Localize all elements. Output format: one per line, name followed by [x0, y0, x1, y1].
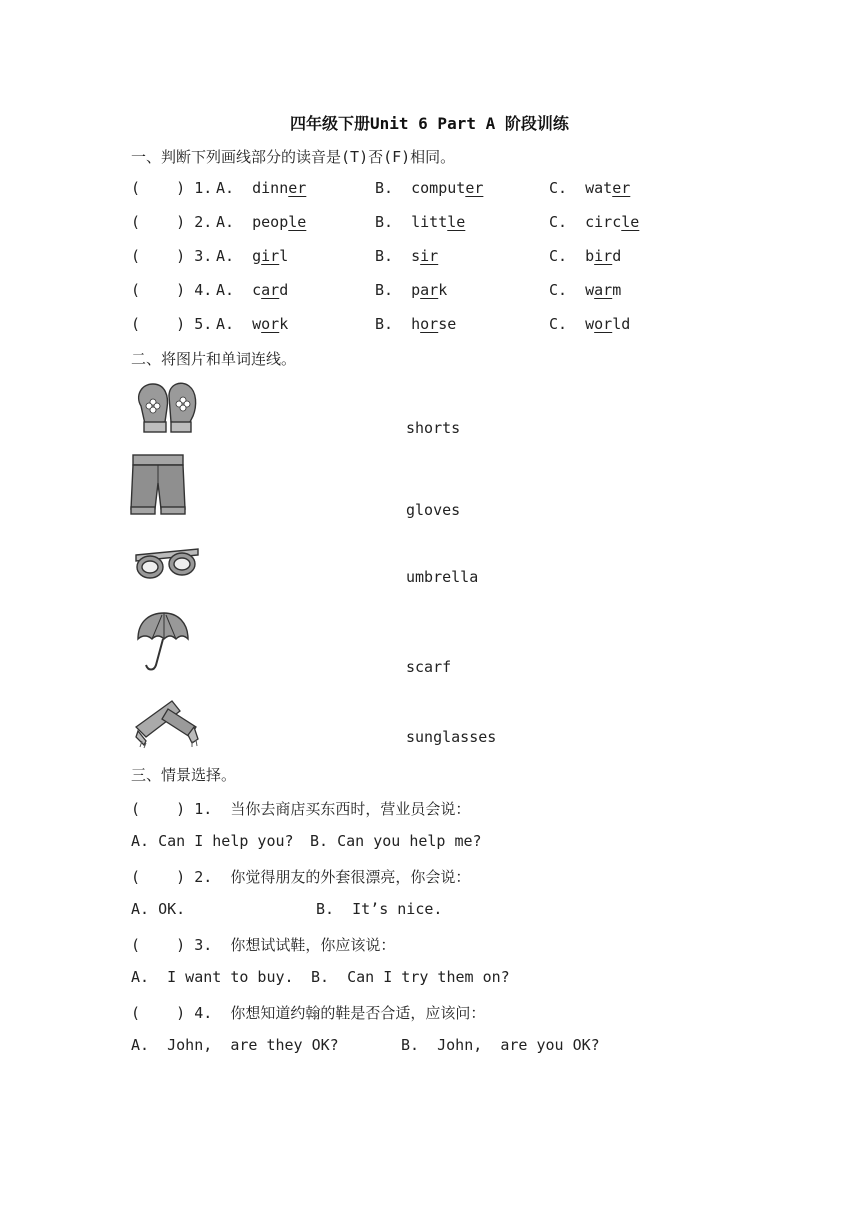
option-label: C.: [549, 179, 568, 197]
word-part: litt: [411, 213, 448, 231]
underlined-part: or: [261, 315, 280, 333]
option-label: B.: [375, 281, 394, 299]
option-a: [216, 247, 288, 265]
option-a: [216, 213, 306, 231]
option-label: B.: [375, 179, 394, 197]
option-b: [375, 213, 465, 231]
option-label: C.: [549, 315, 568, 333]
word-part: s: [411, 247, 421, 265]
option-label: B.: [375, 315, 394, 333]
section3-q4-option-b: B. John, are you OK?: [401, 1036, 600, 1054]
section3-q2-option-b: B. It’s nice.: [316, 900, 443, 918]
spacer: [393, 315, 411, 333]
word-part: d: [612, 247, 622, 265]
option-label: A.: [216, 179, 235, 197]
word-part: w: [585, 315, 595, 333]
option-label: C.: [549, 247, 568, 265]
option-label: A.: [216, 213, 235, 231]
section3-q2-option-a: A. OK.: [131, 900, 186, 918]
word-part: g: [252, 247, 262, 265]
question-number: ( ) 4.: [131, 281, 213, 299]
page-title: 四年级下册Unit 6 Part A 阶段训练: [290, 114, 569, 133]
word-part: wat: [585, 179, 613, 197]
word-shorts: shorts: [406, 419, 461, 437]
scarf-picture: [132, 697, 202, 749]
underlined-part: ar: [420, 281, 439, 299]
underlined-part: or: [594, 315, 613, 333]
section3-heading: 三、情景选择。: [131, 766, 237, 784]
word-part: ld: [612, 315, 631, 333]
section3-q1-option-b: B. Can you help me?: [310, 832, 482, 850]
word-part: circ: [585, 213, 622, 231]
underlined-part: er: [465, 179, 484, 197]
option-c: [549, 281, 621, 299]
word-part: peop: [252, 213, 289, 231]
section1-heading: 一、判断下列画线部分的读音是(T)否(F)相同。: [131, 148, 456, 166]
word-part: h: [411, 315, 421, 333]
option-label: B.: [375, 213, 394, 231]
option-label: C.: [549, 281, 568, 299]
underlined-part: ar: [594, 281, 613, 299]
underlined-part: ir: [594, 247, 613, 265]
word-sunglasses: sunglasses: [406, 728, 497, 746]
word-part: dinn: [252, 179, 289, 197]
underlined-part: ar: [261, 281, 280, 299]
option-c: [549, 213, 639, 231]
section3-q3-option-b: B. Can I try them on?: [311, 968, 510, 986]
section3-q1-option-a: A. Can I help you?: [131, 832, 294, 850]
spacer: [234, 179, 252, 197]
section2-heading: 二、将图片和单词连线。: [131, 350, 297, 368]
spacer: [234, 281, 252, 299]
underlined-part: ir: [261, 247, 280, 265]
option-b: [375, 247, 438, 265]
spacer: [567, 213, 585, 231]
underlined-part: le: [621, 213, 640, 231]
section3-question-3: ( ) 3. 你想试试鞋，你应该说：: [131, 936, 396, 954]
option-c: [549, 315, 630, 333]
question-number: ( ) 3.: [131, 247, 213, 265]
word-part: l: [279, 247, 289, 265]
section3-question-2: ( ) 2. 你觉得朋友的外套很漂亮，你会说：: [131, 868, 471, 886]
word-part: k: [438, 281, 448, 299]
option-label: A.: [216, 281, 235, 299]
word-part: w: [252, 315, 262, 333]
option-a: [216, 179, 306, 197]
spacer: [567, 247, 585, 265]
option-c: [549, 179, 630, 197]
sunglasses-picture: [134, 543, 200, 585]
option-a: [216, 281, 288, 299]
word-part: w: [585, 281, 595, 299]
word-part: c: [252, 281, 262, 299]
underlined-part: le: [447, 213, 466, 231]
section3-question-4: ( ) 4. 你想知道约翰的鞋是否合适，应该问：: [131, 1004, 486, 1022]
question-number: ( ) 1.: [131, 179, 213, 197]
spacer: [234, 315, 252, 333]
option-label: C.: [549, 213, 568, 231]
section3-question-1: ( ) 1. 当你去商店买东西时，营业员会说：: [131, 800, 471, 818]
spacer: [234, 213, 252, 231]
underlined-part: er: [288, 179, 307, 197]
option-label: B.: [375, 247, 394, 265]
underlined-part: le: [288, 213, 307, 231]
spacer: [567, 179, 585, 197]
word-part: d: [279, 281, 289, 299]
option-b: [375, 315, 456, 333]
section3-q4-option-a: A. John, are they OK?: [131, 1036, 339, 1054]
shorts-picture: [129, 453, 187, 517]
word-part: comput: [411, 179, 466, 197]
word-scarf: scarf: [406, 658, 452, 676]
spacer: [393, 213, 411, 231]
spacer: [234, 247, 252, 265]
spacer: [393, 281, 411, 299]
word-gloves: gloves: [406, 501, 461, 519]
underlined-part: er: [612, 179, 631, 197]
option-label: A.: [216, 315, 235, 333]
option-b: [375, 179, 483, 197]
spacer: [567, 281, 585, 299]
underlined-part: ir: [420, 247, 439, 265]
word-umbrella: umbrella: [406, 568, 479, 586]
option-a: [216, 315, 288, 333]
word-part: m: [612, 281, 622, 299]
word-part: k: [279, 315, 289, 333]
spacer: [393, 247, 411, 265]
underlined-part: or: [420, 315, 439, 333]
umbrella-picture: [134, 609, 190, 675]
spacer: [567, 315, 585, 333]
option-b: [375, 281, 447, 299]
question-number: ( ) 5.: [131, 315, 213, 333]
question-number: ( ) 2.: [131, 213, 213, 231]
word-part: p: [411, 281, 421, 299]
word-part: se: [438, 315, 457, 333]
section3-q3-option-a: A. I want to buy.: [131, 968, 294, 986]
gloves-picture: [131, 376, 203, 438]
option-c: [549, 247, 621, 265]
spacer: [393, 179, 411, 197]
option-label: A.: [216, 247, 235, 265]
word-part: b: [585, 247, 595, 265]
